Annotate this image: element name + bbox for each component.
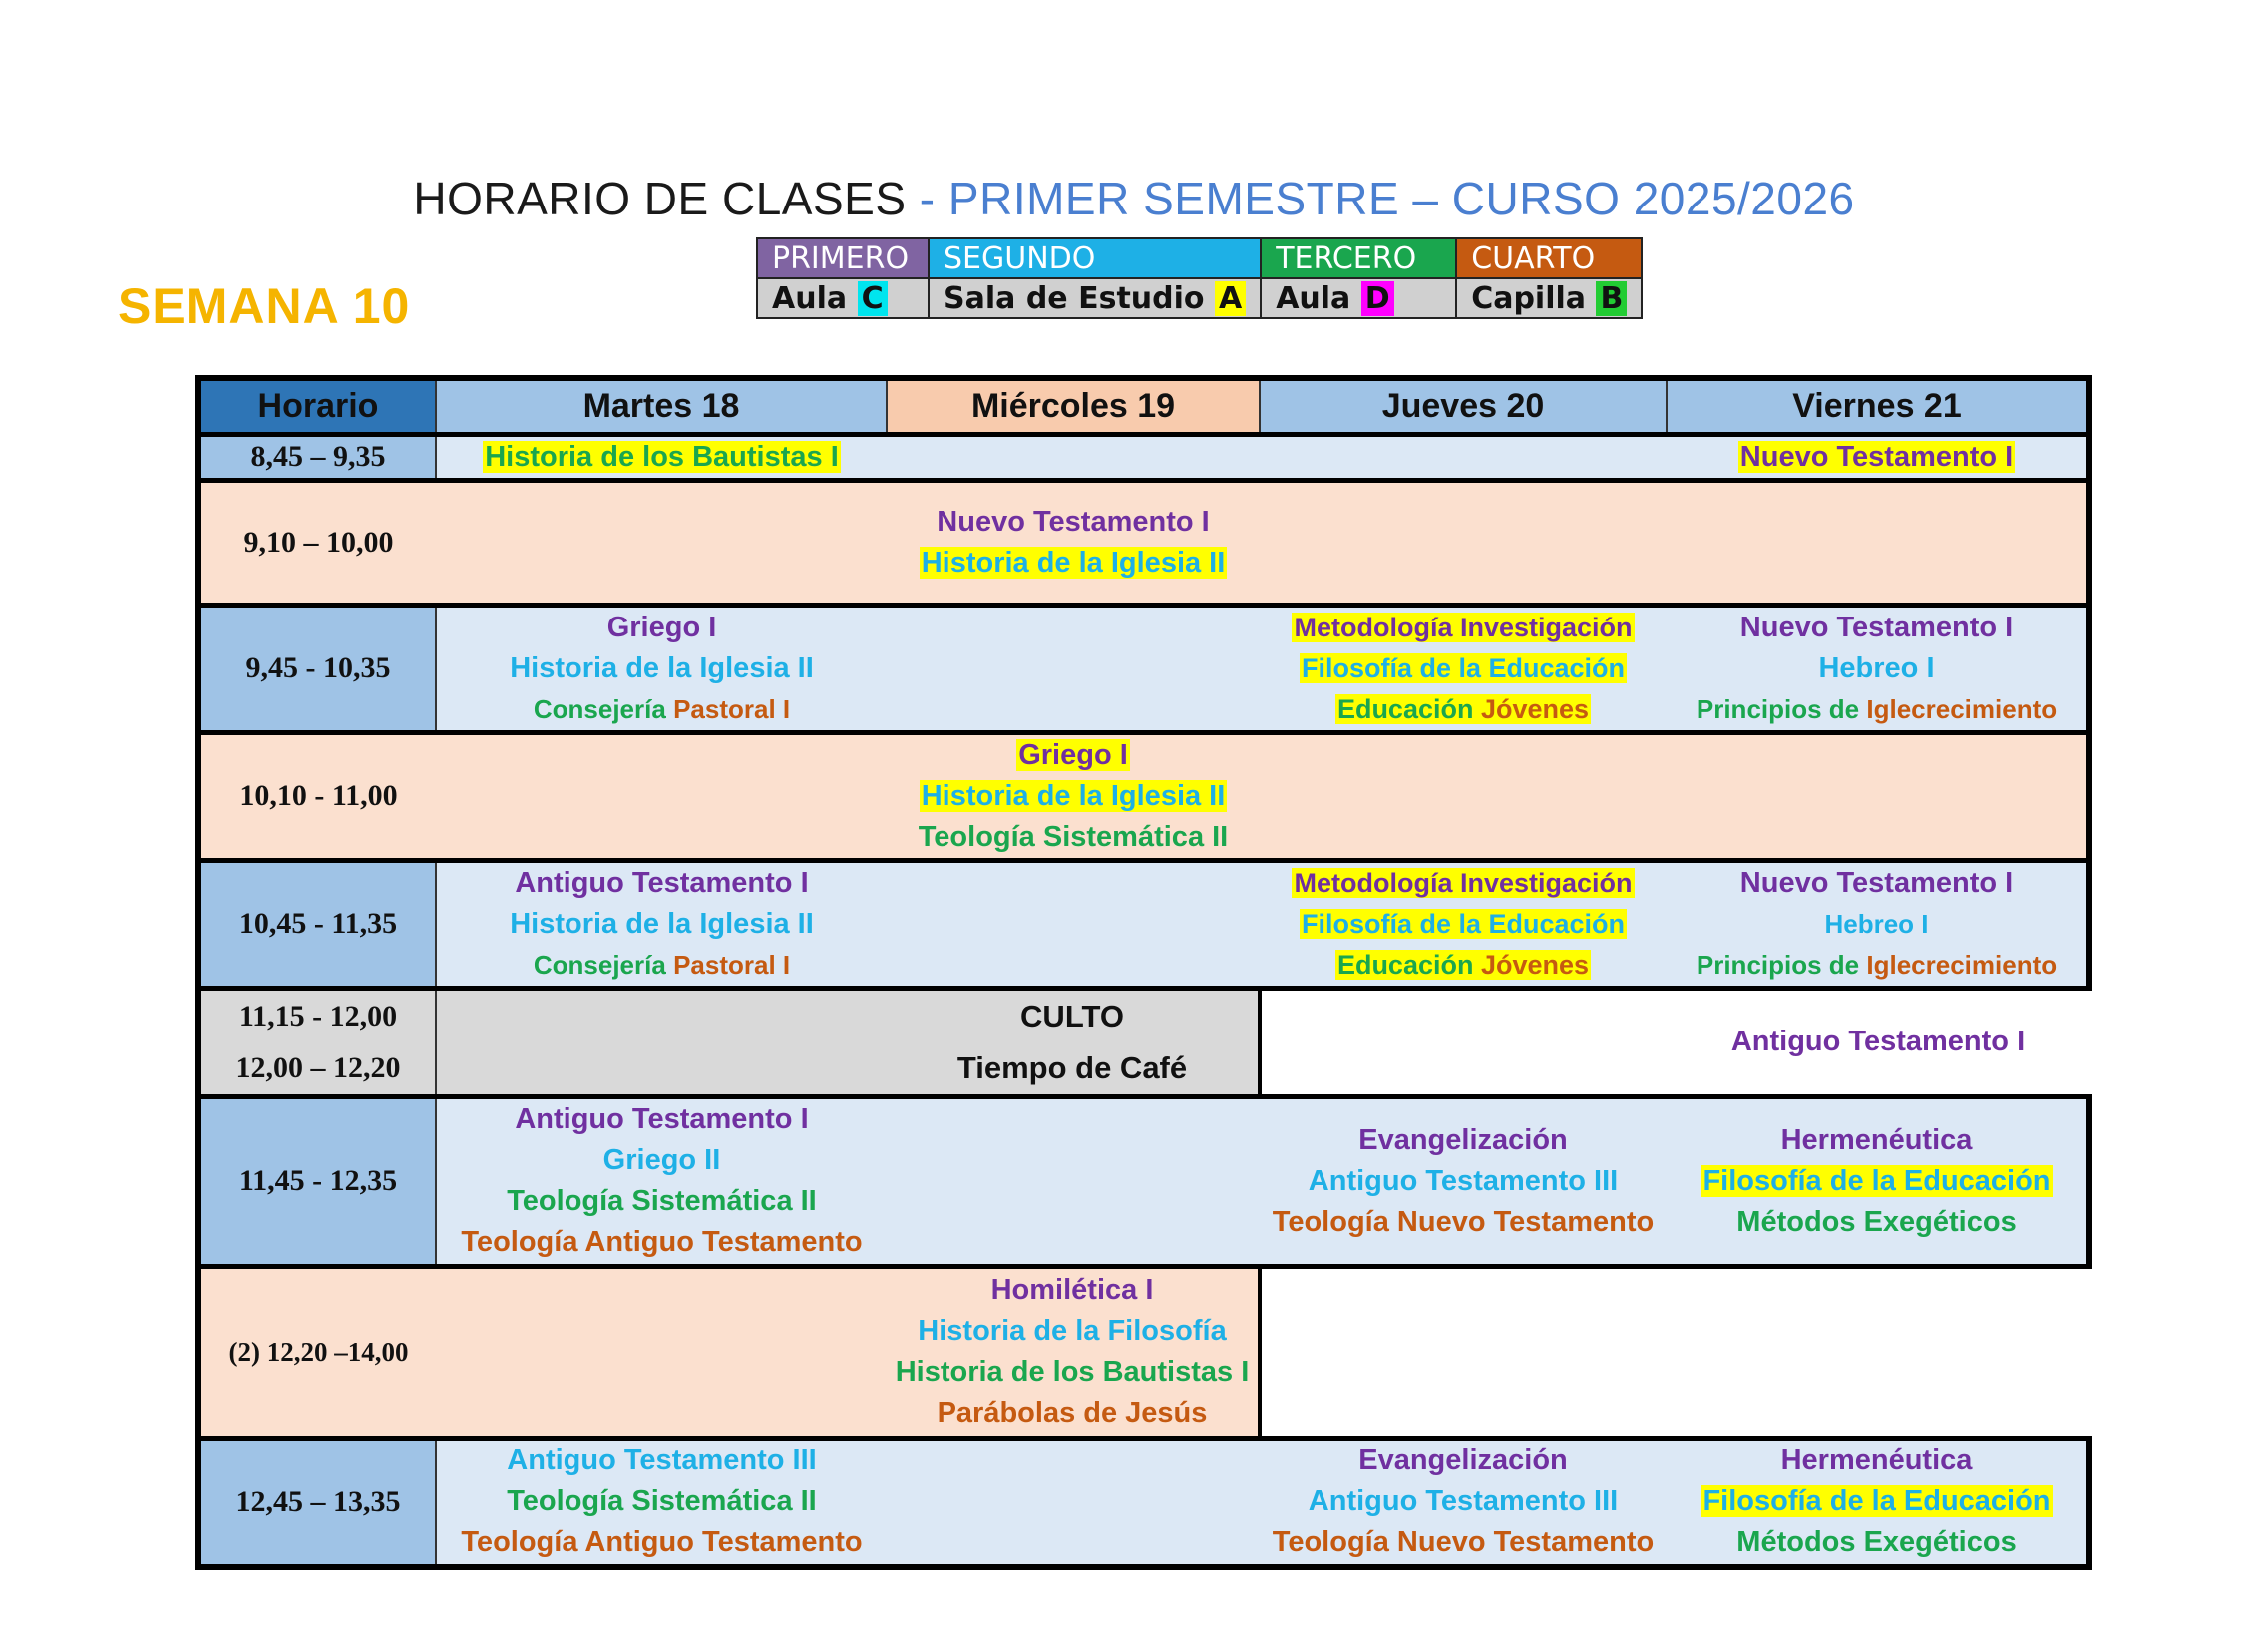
class-cell: Nuevo Testamento I Hebreo I Principios de Iglecrecimiento — [1667, 605, 2089, 732]
class-cell: Evangelización Antiguo Testamento III Teología Nuevo Testamento — [1260, 1096, 1667, 1266]
class-cell: Antiguo Testamento I Historia de la Iglesia II Consejería Pastoral I — [436, 860, 887, 988]
class-cell: Evangelización Antiguo Testamento III Teología Nuevo Testamento — [1260, 1438, 1667, 1567]
time-slot: 9,10 – 10,00 — [198, 480, 436, 605]
schedule-row — [198, 860, 2089, 988]
empty-cell — [1260, 988, 1667, 1096]
schedule-row — [198, 1438, 2089, 1567]
header-row — [198, 378, 2089, 434]
time-slot: 10,10 - 11,00 — [198, 732, 436, 860]
room-code-d: D — [1361, 281, 1394, 316]
class-cell: Metodología Investigación Filosofía de la Educación Educación Jóvenes — [1260, 860, 1667, 988]
empty-cell — [1260, 434, 1667, 480]
time-slot: 10,45 - 11,35 — [198, 860, 436, 988]
time-slot: 11,15 - 12,00 12,00 – 12,20 — [198, 988, 436, 1096]
header-jueves: Jueves 20 — [1260, 378, 1667, 434]
schedule-row — [198, 434, 2089, 480]
empty-cell — [1260, 732, 1667, 860]
legend-tercero: TERCERO — [1261, 238, 1456, 278]
class-cell: Nuevo Testamento I — [1667, 434, 2089, 480]
schedule-row — [198, 1096, 2089, 1266]
legend-room-tercero: Aula D — [1261, 278, 1456, 318]
schedule-row — [198, 732, 2089, 860]
legend-room-segundo: Sala de Estudio A — [929, 278, 1261, 318]
time-slot: 12,45 – 13,35 — [198, 1438, 436, 1567]
schedule-row — [198, 1266, 2089, 1438]
legend-cuarto: CUARTO — [1456, 238, 1642, 278]
empty-cell — [436, 1266, 887, 1438]
legend-room-cuarto: Capilla B — [1456, 278, 1642, 318]
class-cell: Antiguo Testamento III Teología Sistemática II Teología Antiguo Testamento — [436, 1438, 887, 1567]
header-viernes: Viernes 21 — [1667, 378, 2089, 434]
room-code-b: B — [1596, 281, 1627, 316]
empty-cell — [1667, 1266, 2089, 1438]
room-code-a: A — [1215, 281, 1246, 316]
empty-cell — [887, 1438, 1260, 1567]
time-slot: 8,45 – 9,35 — [198, 434, 436, 480]
schedule-row-break — [198, 988, 2089, 1096]
empty-cell — [436, 732, 887, 860]
empty-cell — [1260, 1266, 1667, 1438]
empty-cell — [1260, 480, 1667, 605]
title-main: HORARIO DE CLASES — [413, 173, 907, 224]
header-miercoles: Miércoles 19 — [887, 378, 1260, 434]
title-separator: - — [906, 173, 948, 224]
class-cell: Homilética I Historia de la Filosofía Historia de los Bautistas I Parábolas de Jesús — [887, 1266, 1260, 1438]
room-code-c: C — [858, 281, 888, 316]
time-slot: (2) 12,20 –14,00 — [198, 1266, 436, 1438]
empty-cell — [887, 605, 1260, 732]
week-label: SEMANA 10 — [118, 278, 411, 334]
schedule-row — [198, 605, 2089, 732]
empty-cell — [887, 434, 1260, 480]
legend-room-primero: Aula C — [757, 278, 929, 318]
class-cell: Griego I Historia de la Iglesia II Consejería Pastoral I — [436, 605, 887, 732]
empty-cell — [1667, 732, 2089, 860]
class-cell: Hermenéutica Filosofía de la Educación Métodos Exegéticos — [1667, 1438, 2089, 1567]
empty-cell — [436, 480, 887, 605]
header-martes: Martes 18 — [436, 378, 887, 434]
time-slot: 11,45 - 12,35 — [198, 1096, 436, 1266]
empty-cell — [887, 860, 1260, 988]
time-slot: 9,45 - 10,35 — [198, 605, 436, 732]
empty-cell — [887, 1096, 1260, 1266]
schedule-row — [198, 480, 2089, 605]
class-cell: Antiguo Testamento I — [1667, 988, 2089, 1096]
class-cell: Antiguo Testamento I Griego II Teología Sistemática II Teología Antiguo Testamento — [436, 1096, 887, 1266]
class-cell: Historia de los Bautistas I — [436, 434, 887, 480]
break-cell — [436, 988, 887, 1096]
header-horario: Horario — [198, 378, 436, 434]
class-cell: Nuevo Testamento I Hebreo I Principios de Iglecrecimiento — [1667, 860, 2089, 988]
page-title — [0, 172, 2268, 225]
empty-cell — [1667, 480, 2089, 605]
class-cell: Metodología Investigación Filosofía de la Educación Educación Jóvenes — [1260, 605, 1667, 732]
class-cell: Hermenéutica Filosofía de la Educación Métodos Exegéticos — [1667, 1096, 2089, 1266]
legend-segundo: SEGUNDO — [929, 238, 1261, 278]
schedule-table — [195, 375, 2092, 1570]
course-legend — [756, 237, 1643, 319]
class-cell: Griego I Historia de la Iglesia II Teología Sistemática II — [887, 732, 1260, 860]
class-cell: Nuevo Testamento I Historia de la Iglesia II — [887, 480, 1260, 605]
break-cell: CULTO Tiempo de Café — [887, 988, 1260, 1096]
title-subtitle: PRIMER SEMESTRE – CURSO 2025/2026 — [947, 173, 1855, 224]
legend-primero: PRIMERO — [757, 238, 929, 278]
